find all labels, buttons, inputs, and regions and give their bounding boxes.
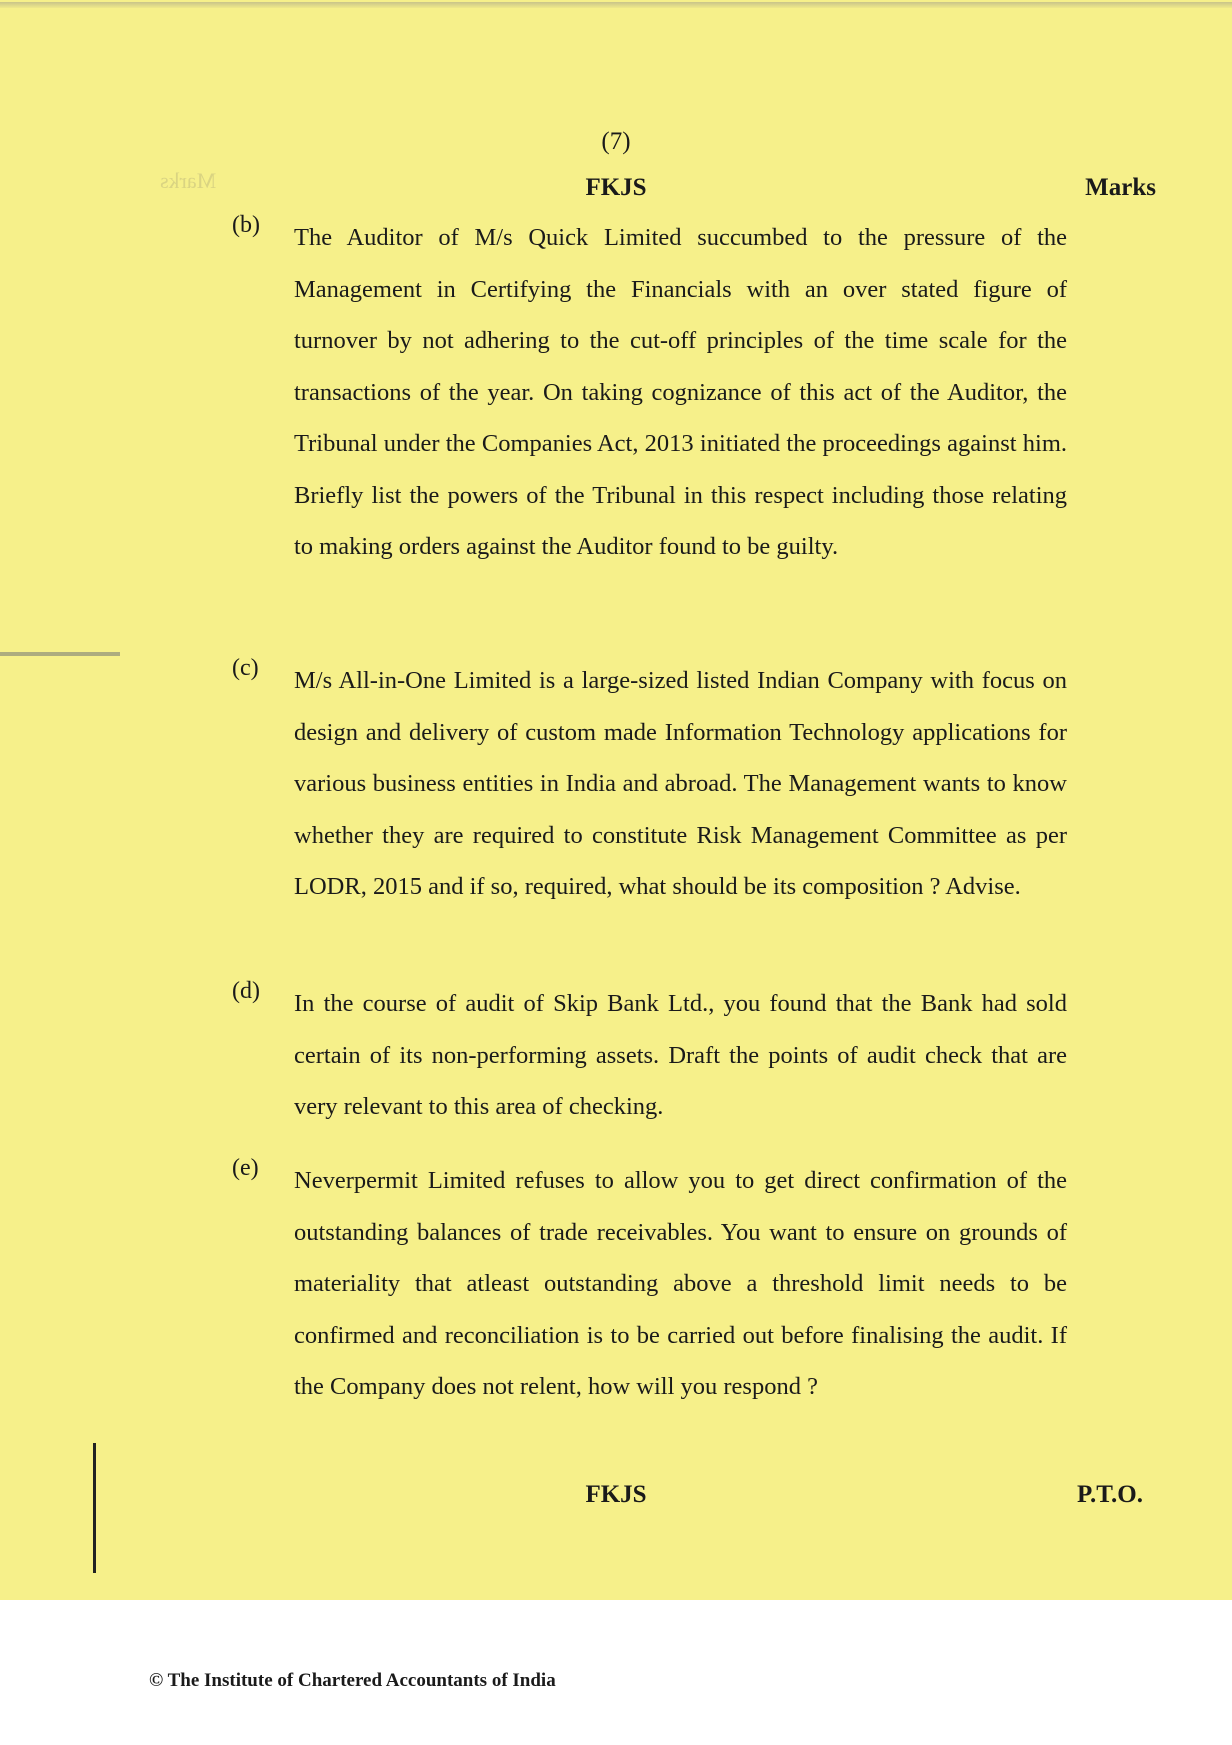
question-text: Neverpermit Limited refuses to allow you to get direct confirmation of the outstanding balances of trade receivables. You want to ensure on grounds of materiality that atleast outstanding above a threshold limit needs to be confirmed and reconciliation is to be carried out before finalising the audit. If the Company does not relent, how will you respond ? [294, 1167, 1067, 1400]
question-label: (e) [232, 1155, 259, 1181]
paper-code-footer: FKJS [585, 1481, 647, 1508]
copyright-notice: © The Institute of Chartered Accountants of India [149, 1670, 556, 1691]
binder-line [93, 1443, 96, 1573]
question-text: The Auditor of M/s Quick Limited succumbed to the pressure of the Management in Certifying the Financials with an over stated figure of turnover by not adhering to the cut-off principles of the time scale for the transactions of the year. On taking cognizance of this act of the Auditor, the Tribunal under the Companies Act, 2013 initiated the proceedings against him. Briefly list the powers of the Tribunal in this respect including those relating to making orders against the Auditor found to be guilty. [294, 224, 1067, 560]
question-label: (b) [232, 212, 260, 238]
paper-code-header: FKJS [585, 174, 647, 201]
top-edge-rule [0, 2, 1232, 8]
marks-column-label: Marks [1085, 174, 1156, 201]
question-label: (c) [232, 655, 259, 681]
question-text: M/s All-in-One Limited is a large-sized listed Indian Company with focus on design and delivery of custom made Information Technology applications for various business entities in India and abroad. The Management wants to know whether they are required to constitute Risk Management Committee as per LODR, 2015 and if so, required, what should be its composition ? Advise. [294, 667, 1067, 900]
question-text: In the course of audit of Skip Bank Ltd., you found that the Bank had sold certain of its non-performing assets. Draft the points of audit check that are very relevant to this area of checking. [294, 990, 1067, 1120]
question-label: (d) [232, 978, 260, 1004]
punch-mark [0, 652, 120, 656]
bleed-through-text: Marks [160, 168, 217, 193]
please-turn-over: P.T.O. [1077, 1481, 1143, 1508]
page-number: (7) [601, 128, 631, 155]
